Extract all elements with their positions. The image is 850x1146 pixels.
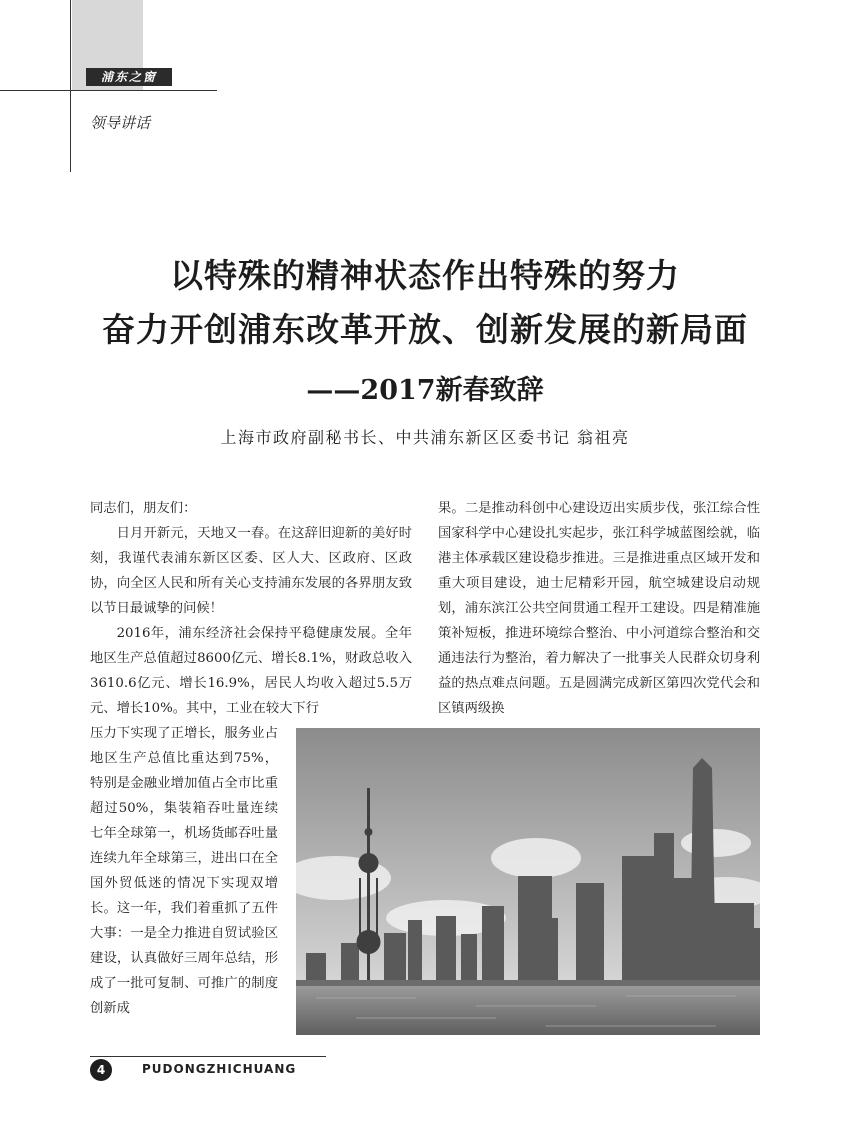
salutation: 同志们，朋友们：: [90, 501, 197, 516]
body-paragraph-3: 压力下实现了正增长，服务业占地区生产总值比重达到75%，特别是金融业增加值占全市比重超过50%，集装箱吞吐量连续七年全球第一，机场货邮吞吐量连续九年全球第三，进出口在全国外贸低迷的情况下实现双增长。这一年，我们着重抓了五件大事：一是全力推进自贸试验区建设，认真做好三周年总结，形成了一批可复制、可推广的制度创新成: [90, 726, 278, 1016]
article-title-line2: 奋力开创浦东改革开放、创新发展的新局面: [102, 310, 748, 349]
body-paragraph-right: 果。二是推动科创中心建设迈出实质步伐，张江综合性国家科学中心建设扎实起步，张江科学城蓝图绘就，临港主体承载区建设稳步推进。三是推进重点区域开发和重大项目建设，迪士尼精彩开园，航空城建设启动规划，浦东滨江公共空间贯通工程开工建设。四是精准施策补短板，推进环境综合整治、中小河道综合整治和交通违法行为整治，着力解决了一批事关人民群众切身利益的热点难点问题。五是圆满完成新区第四次党代会和区镇两级换: [438, 501, 760, 716]
footer-magazine-name: PUDONGZHICHUANG: [142, 1062, 297, 1076]
section-label: 领导讲话: [90, 114, 151, 132]
header-horizontal-rule: [0, 90, 217, 91]
footer-rule: [90, 1056, 326, 1057]
article-title-line1: 以特殊的精神状态作出特殊的努力: [170, 256, 680, 295]
header-vertical-rule: [70, 0, 71, 172]
magazine-logo: 浦东之窗: [86, 68, 172, 86]
article-subtitle: ——2017新春致辞: [306, 375, 544, 406]
pudong-skyline-photo: [296, 728, 760, 1035]
body-paragraph-1: 日月开新元，天地又一春。在这辞旧迎新的美好时刻，我谨代表浦东新区区委、区人大、区政府、区政协，向全区人民和所有关心支持浦东发展的各界朋友致以节日最诚挚的问候！: [90, 526, 412, 616]
article-byline: 上海市政府副秘书长、中共浦东新区区委书记 翁祖亮: [220, 428, 630, 447]
page-number: 4: [90, 1059, 112, 1081]
body-paragraph-2: 2016年，浦东经济社会保持平稳健康发展。全年地区生产总值超过8600亿元、增长8.1%，财政总收入3610.6亿元、增长16.9%，居民人均收入超过5.5万元、增长10%。其中，工业在较大下行: [90, 626, 412, 716]
